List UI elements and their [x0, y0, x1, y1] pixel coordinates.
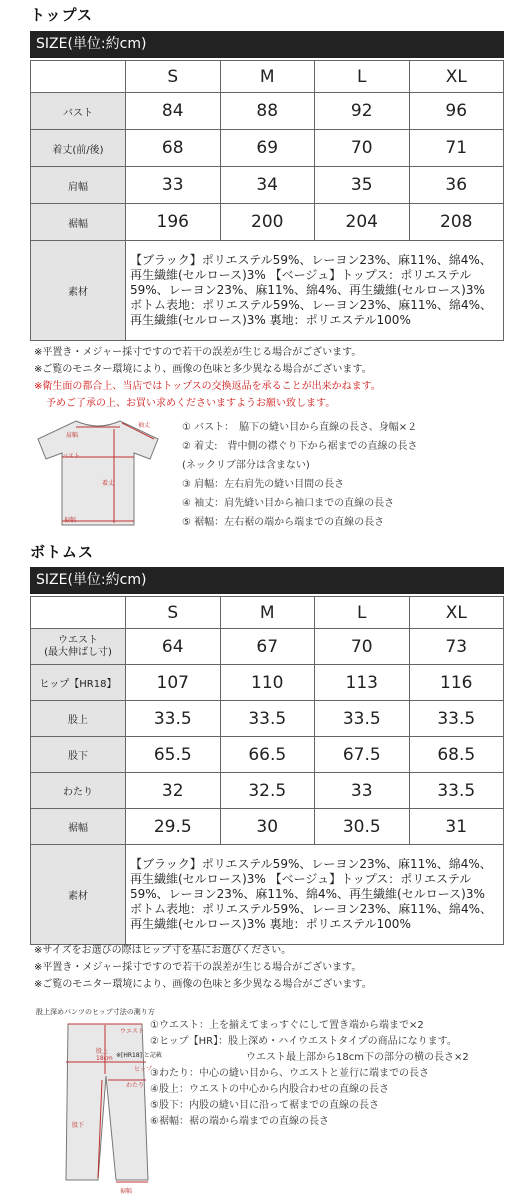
- tops-size-table: [30, 60, 504, 341]
- desc-line: ②ヒップ【HR】：股上深め・ハイウエストタイプの商品になります。: [150, 1036, 457, 1047]
- bottoms-note: ※ご覧のモニター環境により、画像の色味と多少異なる場合がございます。: [34, 979, 372, 990]
- row-label: わたり: [31, 773, 126, 809]
- cell: 110: [220, 665, 315, 701]
- hem-label: 裾幅: [64, 517, 77, 524]
- row-label: バスト: [31, 93, 126, 130]
- size-m: M: [220, 597, 315, 629]
- bust-label: バスト: [62, 453, 81, 460]
- size-xl: XL: [409, 597, 504, 629]
- tops-red-note: ※衛生面の都合上、当店ではトップスの交換返品を承ることが出来かねます。: [34, 381, 381, 392]
- bottoms-size-header: SIZE(単位:約cm): [30, 567, 504, 594]
- material-row: [31, 241, 504, 341]
- size-xl: XL: [409, 61, 504, 93]
- tops-measure-desc: [182, 418, 418, 532]
- cell: 84: [126, 93, 221, 130]
- cell: 32: [126, 773, 221, 809]
- cell: 107: [126, 665, 221, 701]
- row-label: 裾幅: [31, 204, 126, 241]
- row-label: ヒップ【HR18】: [31, 665, 126, 701]
- desc-line: ⑤股下：内股の縫い目に沿って裾までの直線の長さ: [150, 1100, 379, 1111]
- bottoms-note: ※平置き・メジャー採寸ですので若干の誤差が生じる場合がございます。: [34, 962, 362, 973]
- rise-label: 股上 18cm: [96, 1048, 113, 1062]
- size-l: L: [315, 597, 410, 629]
- pants-diagram-caption: 股上深めパンツのヒップ寸法の測り方: [36, 1008, 155, 1016]
- cell: 31: [409, 809, 504, 845]
- material-text: 【ブラック】ポリエステル59%、レーヨン23%、麻11%、綿4%、再生繊維(セルロース)3% 【ベージュ】トップス：ポリエステル59%、レーヨン23%、麻11%、綿4%、再生繊維(セルロース)3% ボトム表地：ポリエステル59%、レーヨン23%、麻11%、綿4%、再生繊維(セルロース)3% 裏地：ポリエステル100%: [126, 241, 504, 341]
- cell: 73: [409, 629, 504, 665]
- size-l: L: [315, 61, 410, 93]
- cell: 66.5: [220, 737, 315, 773]
- tops-note: ※ご覧のモニター環境により、画像の色味と多少異なる場合がございます。: [34, 364, 372, 375]
- cell: 33.5: [409, 773, 504, 809]
- row-label: 股上: [31, 701, 126, 737]
- cell: 34: [220, 167, 315, 204]
- cell: 68: [126, 130, 221, 167]
- table-row: [31, 629, 504, 665]
- cell: 29.5: [126, 809, 221, 845]
- row-label: 裾幅: [31, 809, 126, 845]
- row-label: ウエスト (最大伸ばし寸): [31, 629, 126, 665]
- bottoms-size-row: [31, 597, 504, 629]
- desc-line: (ネックリブ部分は含まない): [182, 460, 310, 471]
- desc-line: ①ウエスト：上を揃えてまっすぐにして置き端から端まで×2: [150, 1020, 424, 1031]
- desc-line: ⑤ 裾幅：左右裾の端から端までの直線の長さ: [182, 517, 385, 528]
- cell: 92: [315, 93, 410, 130]
- cell: 64: [126, 629, 221, 665]
- desc-line: ③わたり：中心の縫い目から、ウエストと並行に端までの長さ: [150, 1068, 429, 1079]
- size-m: M: [220, 61, 315, 93]
- cell: 196: [126, 204, 221, 241]
- hem-label: 裾幅: [120, 1188, 133, 1195]
- cell: 96: [409, 93, 504, 130]
- desc-line: ウエスト最上部から18cm下の部分の横の長さ×2: [246, 1052, 469, 1063]
- cell: 30: [220, 809, 315, 845]
- thigh-label: わたり: [126, 1082, 145, 1089]
- table-row: [31, 204, 504, 241]
- tops-size-row: [31, 61, 504, 93]
- row-label: 着丈(前/後): [31, 130, 126, 167]
- tops-red-note: 予めご了承の上、お買い求めくださいますようお願い致します。: [46, 398, 336, 409]
- tops-size-header: SIZE(単位:約cm): [30, 31, 504, 58]
- sleeve-label: 袖丈: [138, 422, 151, 429]
- table-row: [31, 737, 504, 773]
- table-row: [31, 809, 504, 845]
- tops-note: ※平置き・メジャー採寸ですので若干の誤差が生じる場合がございます。: [34, 347, 362, 358]
- cell: 68.5: [409, 737, 504, 773]
- row-label: 肩幅: [31, 167, 126, 204]
- cell: 67.5: [315, 737, 410, 773]
- hip-label: ヒップ: [134, 1066, 152, 1073]
- cell: 36: [409, 167, 504, 204]
- shoulder-label: 肩幅: [66, 432, 79, 439]
- size-s: S: [126, 597, 221, 629]
- cell: 35: [315, 167, 410, 204]
- cell: 33: [126, 167, 221, 204]
- desc-line: ① バスト： 脇下の縫い目から直線の長さ、身幅×２: [182, 422, 418, 433]
- cell: 67: [220, 629, 315, 665]
- material-text: 【ブラック】ポリエステル59%、レーヨン23%、麻11%、綿4%、再生繊維(セルロース)3% 【ベージュ】トップス：ポリエステル59%、レーヨン23%、麻11%、綿4%、再生繊維(セルロース)3% ボトム表地：ポリエステル59%、レーヨン23%、麻11%、綿4%、再生繊維(セルロース)3% 裏地：ポリエステル100%: [126, 845, 504, 945]
- cell: 33.5: [126, 701, 221, 737]
- cell: 204: [315, 204, 410, 241]
- tshirt-diagram: [36, 415, 161, 530]
- cell: 33.5: [220, 701, 315, 737]
- material-row: [31, 845, 504, 945]
- cell: 70: [315, 629, 410, 665]
- cell: 71: [409, 130, 504, 167]
- cell: 70: [315, 130, 410, 167]
- desc-line: ④股上：ウエストの中心から内股合わせの直線の長さ: [150, 1084, 389, 1095]
- table-row: [31, 701, 504, 737]
- waist-label: ウエスト: [120, 1028, 145, 1035]
- table-row: [31, 130, 504, 167]
- cell: 65.5: [126, 737, 221, 773]
- table-row: [31, 773, 504, 809]
- length-label: 着丈: [102, 480, 115, 487]
- cell: 33: [315, 773, 410, 809]
- bottoms-note: ※サイズをお選びの際はヒップ寸を基にお選びください。: [34, 945, 292, 956]
- tops-title: トップス: [30, 6, 93, 24]
- cell: 208: [409, 204, 504, 241]
- inseam-label: 股下: [72, 1122, 85, 1129]
- bottoms-measure-desc: [150, 1018, 469, 1130]
- cell: 33.5: [315, 701, 410, 737]
- table-row: [31, 93, 504, 130]
- table-row: [31, 665, 504, 701]
- desc-line: ④ 袖丈：肩先縫い目から袖口までの直線の長さ: [182, 498, 395, 509]
- cell: 33.5: [409, 701, 504, 737]
- cell: 113: [315, 665, 410, 701]
- desc-line: ③ 肩幅：左右肩先の縫い目間の長さ: [182, 479, 345, 490]
- cell: 88: [220, 93, 315, 130]
- cell: 69: [220, 130, 315, 167]
- desc-line: ② 着丈: 背中側の襟ぐり下から裾までの直線の長さ: [182, 441, 418, 452]
- desc-line: ⑥裾幅：裾の端から端までの直線の長さ: [150, 1116, 329, 1127]
- material-label: 素材: [31, 241, 126, 341]
- size-s: S: [126, 61, 221, 93]
- corner-cell: [31, 61, 126, 93]
- cell: 30.5: [315, 809, 410, 845]
- material-label: 素材: [31, 845, 126, 945]
- row-label: 股下: [31, 737, 126, 773]
- corner-cell: [31, 597, 126, 629]
- hr-note-label: ※[HR18] と記載: [116, 1052, 162, 1059]
- cell: 32.5: [220, 773, 315, 809]
- bottoms-size-table: [30, 596, 504, 945]
- cell: 116: [409, 665, 504, 701]
- table-row: [31, 167, 504, 204]
- bottoms-title: ボトムス: [30, 543, 95, 561]
- cell: 200: [220, 204, 315, 241]
